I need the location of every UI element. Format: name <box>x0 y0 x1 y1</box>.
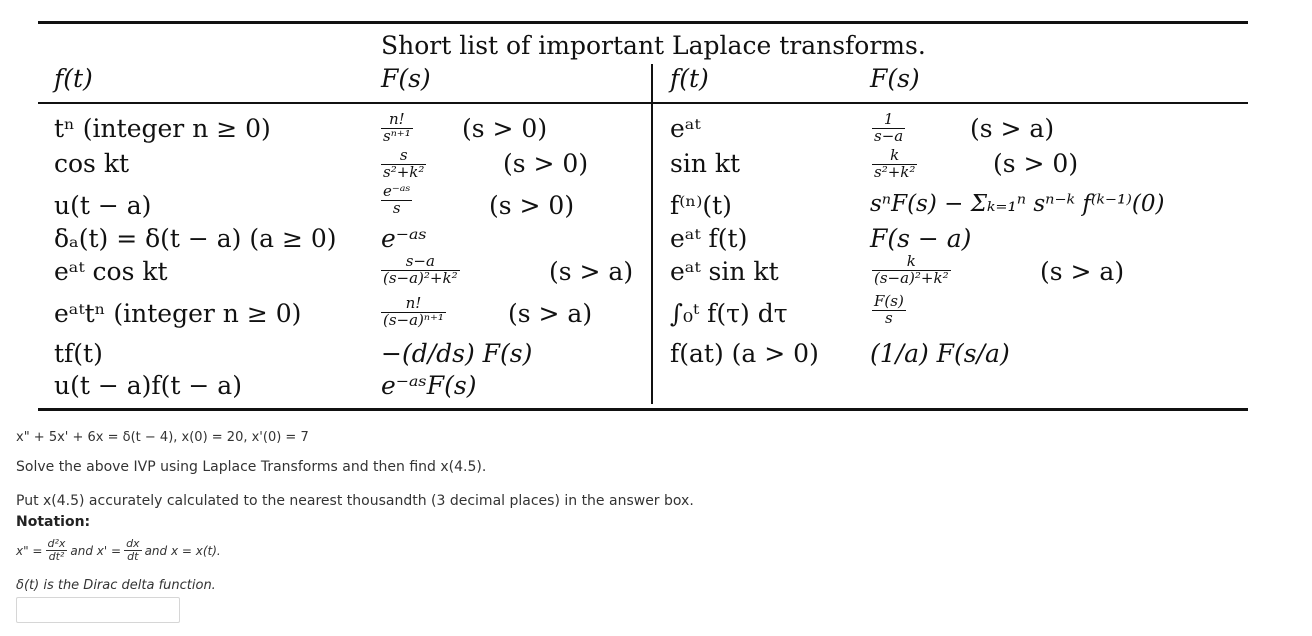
right-cond-row-5: (s > a) <box>1040 257 1125 286</box>
notation-and-2: and x = x(t). <box>144 543 221 558</box>
left-F-row-8: e⁻ᵃˢF(s) <box>381 371 477 400</box>
header-f-left: f(t) <box>54 64 93 93</box>
answer-input[interactable] <box>16 597 180 623</box>
left-cond-row-5: (s > a) <box>549 257 634 286</box>
right-cond-row-2: (s > 0) <box>993 149 1079 178</box>
right-f-row-3: f⁽ⁿ⁾(t) <box>670 191 732 220</box>
right-f-row-5: eᵃᵗ sin kt <box>670 257 779 286</box>
right-cond-row-1: (s > a) <box>970 114 1055 143</box>
notation-heading: Notation: <box>16 514 91 530</box>
left-F-row-7: −(d/ds) F(s) <box>381 339 533 368</box>
left-f-row-1: tⁿ (integer n ≥ 0) <box>54 114 271 143</box>
header-F-left: F(s) <box>381 64 431 93</box>
table-header-rule <box>38 102 1248 104</box>
left-f-row-7: tf(t) <box>54 339 103 368</box>
right-F-row-7: (1/a) F(s/a) <box>870 339 1010 368</box>
left-F-row-5: $\frac{s-a}{\text{(s−a)²+k²}}$ <box>383 252 458 287</box>
right-F-row-4: F(s − a) <box>870 224 972 253</box>
right-F-row-6: $\frac{F(s)}{s}$ <box>874 292 904 327</box>
header-f-right: f(t) <box>670 64 709 93</box>
left-f-row-6: eᵃᵗtⁿ (integer n ≥ 0) <box>54 299 302 328</box>
table-top-rule <box>38 21 1248 24</box>
notation-second-derivative: $\frac{\text{d²x}}{\text{dt²}}$ <box>47 537 66 564</box>
left-cond-row-6: (s > a) <box>508 299 593 328</box>
notation-x2-prefix: x" = <box>16 543 43 558</box>
left-F-row-6: $\frac{n!}{\text{(s−a)ⁿ⁺¹}}$ <box>383 294 444 329</box>
dirac-delta-note: δ(t) is the Dirac delta function. <box>16 578 216 593</box>
right-F-row-1: $\frac{1}{s-a}$ <box>874 110 904 145</box>
notation-and-1: and x' = <box>70 543 122 558</box>
left-F-row-1: $\frac{n!}{\text{sⁿ⁺¹}}$ <box>383 110 411 145</box>
right-F-row-2: $\frac{k}{\text{s²+k²}}$ <box>874 146 916 181</box>
right-f-row-7: f(at) (a > 0) <box>670 339 819 368</box>
accuracy-instruction: Put x(4.5) accurately calculated to the nearest thousandth (3 decimal places) in the answer box. <box>16 493 694 509</box>
header-F-right: F(s) <box>870 64 920 93</box>
left-f-row-8: u(t − a)f(t − a) <box>54 371 242 400</box>
left-F-row-3: $\frac{\text{e⁻ᵃˢ}}{s}$ <box>383 182 411 217</box>
right-f-row-4: eᵃᵗ f(t) <box>670 224 748 253</box>
left-f-row-2: cos kt <box>54 149 130 178</box>
solve-instruction: Solve the above IVP using Laplace Transforms and then find x(4.5). <box>16 459 487 475</box>
right-f-row-2: sin kt <box>670 149 741 178</box>
left-f-row-4: δₐ(t) = δ(t − a) (a ≥ 0) <box>54 224 337 253</box>
right-F-row-3: sⁿF(s) − Σₖ₌₁ⁿ sⁿ⁻ᵏ f⁽ᵏ⁻¹⁾(0) <box>870 191 1165 217</box>
right-f-row-6: ∫₀ᵗ f(τ) dτ <box>670 299 788 328</box>
table-bottom-rule <box>38 408 1248 411</box>
left-cond-row-3: (s > 0) <box>489 191 575 220</box>
left-f-row-5: eᵃᵗ cos kt <box>54 257 168 286</box>
left-cond-row-1: (s > 0) <box>462 114 548 143</box>
left-f-row-3: u(t − a) <box>54 191 152 220</box>
left-F-row-4: e⁻ᵃˢ <box>381 224 427 253</box>
left-cond-row-2: (s > 0) <box>503 149 589 178</box>
notation-definitions <box>16 538 221 563</box>
right-f-row-1: eᵃᵗ <box>670 114 701 143</box>
table-title: Short list of important Laplace transforms. <box>381 31 926 60</box>
table-column-divider <box>651 64 653 404</box>
notation-first-derivative: $\frac{dx}{dt}$ <box>126 537 140 564</box>
right-F-row-5: $\frac{k}{\text{(s−a)²+k²}}$ <box>874 252 949 287</box>
left-F-row-2: $\frac{s}{\text{s²+k²}}$ <box>383 146 425 181</box>
ivp-equation: x" + 5x' + 6x = δ(t − 4), x(0) = 20, x'(0) = 7 <box>16 430 309 445</box>
